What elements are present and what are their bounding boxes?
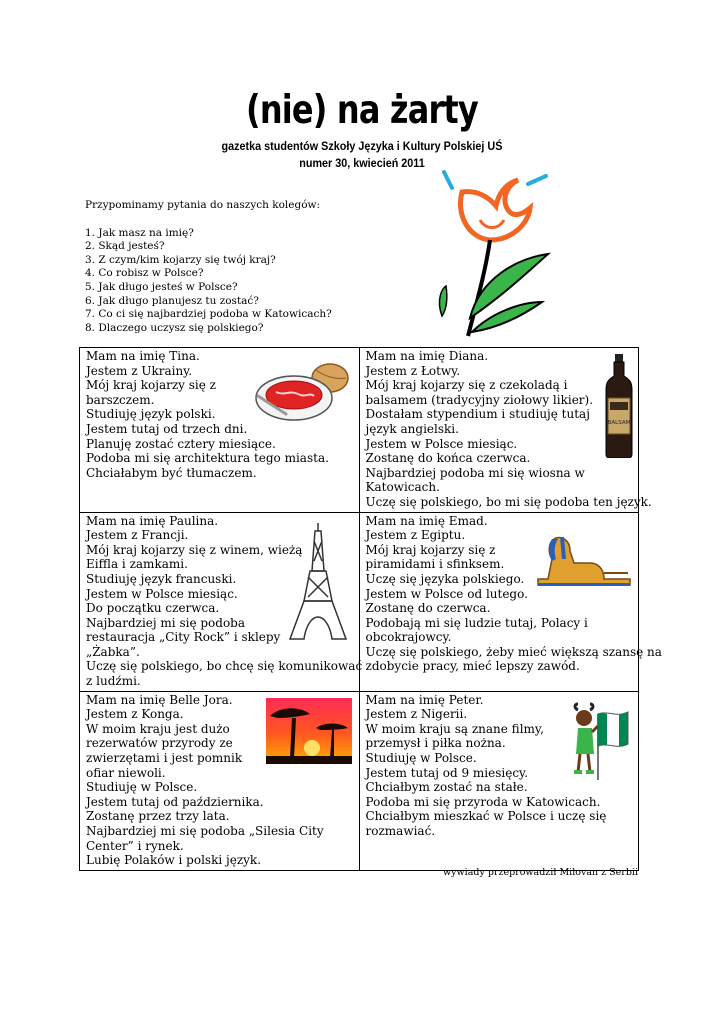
interview-line: Studiuję język francuski. — [86, 571, 237, 586]
interview-line: Mam na imię Belle Jora. — [86, 692, 233, 707]
interview-line: obcokrajowcy. — [365, 630, 452, 645]
interview-line: zwierzętami i jest pomnik — [86, 751, 243, 766]
interview-line: przemysł i piłka nożna. — [365, 736, 506, 751]
nigerian-flag-girl-image — [570, 700, 634, 780]
interview-line: Studiuję w Polsce. — [86, 780, 198, 795]
interview-line: Jestem z Konga. — [86, 707, 184, 722]
interview-line: Mam na imię Peter. — [365, 692, 484, 707]
interview-line: Chciałbym mieszkać w Polsce i uczę się — [365, 809, 607, 824]
interview-line: Chciałbym zostać na stałe. — [365, 780, 528, 795]
table-row — [80, 348, 639, 513]
interview-line: Jestem z Nigerii. — [365, 707, 468, 722]
interviews-table — [79, 347, 662, 871]
balsam-bottle-image — [604, 354, 634, 458]
interview-line: Jestem tutaj od 9 miesięcy. — [365, 765, 529, 780]
interview-line: Studiuję język polski. — [86, 407, 216, 422]
interview-line: Mój kraj kojarzy się z — [365, 542, 496, 557]
question-item: 5. Jak długo jesteś w Polsce? — [85, 280, 238, 293]
interview-line: Jestem tutaj od trzech dni. — [86, 421, 248, 436]
bottle-label: BALSAM — [607, 420, 630, 426]
question-item: 4. Co robisz w Polsce? — [85, 267, 204, 280]
interview-line: Katowicach. — [365, 480, 440, 495]
interview-line: rezerwatów przyrody ze — [86, 736, 233, 751]
sphinx-image — [534, 533, 634, 589]
interview-line: Mój kraj kojarzy się z czekoladą i — [365, 378, 568, 393]
interview-cell — [80, 348, 360, 513]
interview-line: Dostałam stypendium i studiuję tutaj — [365, 407, 590, 422]
interview-line: W moim kraju są znane filmy, — [365, 721, 544, 736]
newsletter-title: (nie) na żarty — [246, 88, 478, 133]
interview-line: Uczę się polskiego, bo mi się podoba ten język. — [365, 494, 652, 509]
interview-line: Podoba mi się przyroda w Katowicach. — [365, 794, 601, 809]
interview-line: Najbardziej mi się podoba „Silesia City — [86, 824, 324, 838]
interview-line: rozmawiać. — [365, 824, 436, 838]
interview-line: Jestem z Egiptu. — [365, 528, 466, 543]
interview-line: Jestem w Polsce od lutego. — [365, 586, 528, 601]
question-item: 7. Co ci się najbardziej podoba w Katowicach? — [85, 308, 332, 321]
questions-intro — [85, 199, 332, 335]
interview-line: z ludźmi. — [86, 674, 141, 689]
question-item: 8. Dlaczego uczysz się polskiego? — [85, 321, 264, 334]
interview-line: Mam na imię Paulina. — [86, 513, 219, 528]
interview-cell — [80, 691, 360, 870]
interview-line: Mam na imię Emad. — [365, 513, 488, 528]
interview-cell — [80, 512, 363, 691]
interview-line: W moim kraju jest dużo — [86, 721, 230, 736]
interview-cell — [359, 348, 652, 513]
interview-line: Mój kraj kojarzy się z winem, wieżą — [86, 542, 303, 557]
interview-line: Center” i rynek. — [86, 838, 184, 853]
interview-line: restauracja „City Rock” i sklepy — [86, 630, 281, 645]
interview-cell — [359, 512, 662, 691]
interview-cell — [359, 691, 639, 870]
interview-line: Do początku czerwca. — [86, 601, 220, 616]
interview-line: piramidami i sfinksem. — [365, 557, 505, 572]
interview-line: Zostanę przez trzy lata. — [86, 809, 230, 824]
questions-list — [85, 227, 332, 336]
interview-line: Lubię Polaków i polski język. — [86, 853, 262, 868]
interviews-credit: wywiady przeprowadził Milovan z Serbii — [443, 867, 638, 878]
interview-line: Mam na imię Tina. — [86, 349, 200, 363]
issue-line: numer 30, kwiecień 2011 — [299, 156, 425, 170]
eiffel-tower-image — [286, 521, 350, 641]
interview-line: Eiffla i zamkami. — [86, 557, 188, 572]
interview-line: Jestem w Polsce miesiąc. — [86, 586, 238, 601]
interview-line: Podoba mi się architektura tego miasta. — [86, 451, 329, 466]
question-item: 1. Jak masz na imię? — [85, 226, 194, 239]
interview-line: Uczę się języka polskiego. — [365, 571, 525, 586]
interview-line: Mój kraj kojarzy się z — [86, 378, 217, 393]
interview-line: Jestem z Ukrainy. — [86, 363, 193, 378]
interview-line: zdobycie pracy, mieć lepszy zawód. — [365, 659, 580, 674]
interview-line: Jestem tutaj od października. — [86, 794, 264, 809]
interview-line: Podobają mi się ludzie tutaj, Polacy i — [365, 615, 588, 630]
interview-line: balsamem (tradycyjny ziołowy likier). — [365, 392, 594, 407]
table-row — [80, 512, 639, 691]
questions-lead: Przypominamy pytania do naszych kolegów: — [85, 199, 321, 211]
interview-line: Najbardziej podoba mi się wiosna w — [365, 465, 585, 480]
interview-line: „Żabka”. — [86, 644, 140, 659]
borscht-bowl-image — [254, 356, 350, 424]
interview-line: barszczem. — [86, 392, 155, 407]
interview-line: ofiar niewoli. — [86, 765, 166, 780]
interview-line: Uczę się polskiego, bo chcę się komunikować — [86, 659, 363, 674]
interview-line: Jestem w Polsce miesiąc. — [365, 436, 518, 451]
interview-line: Chciałabym być tłumaczem. — [86, 465, 257, 480]
interview-line: Jestem z Francji. — [86, 528, 189, 543]
question-item: 6. Jak długo planujesz tu zostać? — [85, 294, 259, 307]
tulip-illustration — [432, 168, 564, 344]
african-sunset-image — [266, 698, 352, 764]
question-item: 3. Z czym/kim kojarzy się twój kraj? — [85, 253, 276, 266]
interview-line: Mam na imię Diana. — [365, 349, 489, 363]
interview-line: Zostanę do czerwca. — [365, 601, 491, 616]
interview-text — [365, 349, 652, 510]
question-item: 2. Skąd jesteś? — [85, 240, 165, 253]
interview-line: Jestem z Łotwy. — [365, 363, 461, 378]
interview-line: Zostanę do końca czerwca. — [365, 451, 531, 466]
interview-line: Uczę się polskiego, żeby mieć większą szansę na — [365, 644, 662, 659]
table-row — [80, 691, 639, 870]
newsletter-subtitle: gazetka studentów Szkoły Języka i Kultury Polskiej UŚ — [221, 139, 503, 153]
interview-line: język angielski. — [365, 421, 459, 436]
interview-line: Planuję zostać cztery miesiące. — [86, 436, 276, 451]
interview-line: Najbardziej mi się podoba — [86, 615, 246, 630]
interview-line: Studiuję w Polsce. — [365, 751, 477, 766]
